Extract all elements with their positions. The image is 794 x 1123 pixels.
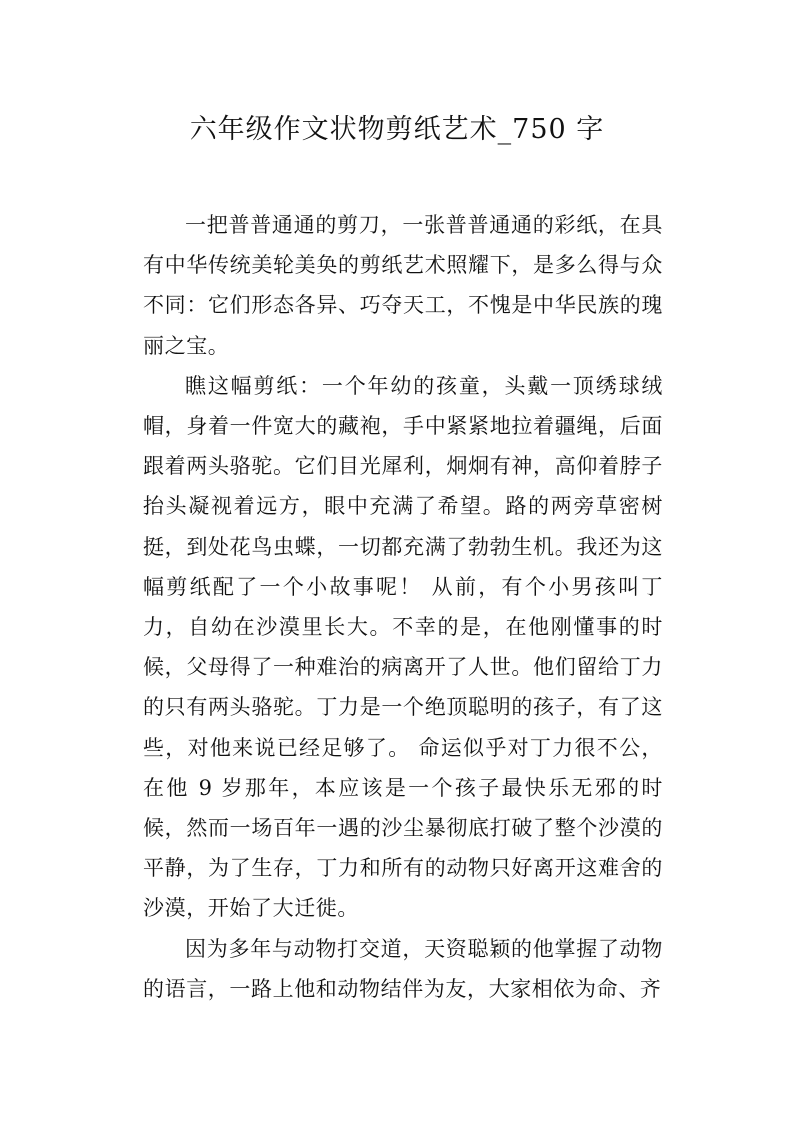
paragraph-intro: 一把普普通通的剪刀，一张普普通通的彩纸，在具有中华传统美轮美奂的剪纸艺术照耀下，是多么得与众不同：它们形态各异、巧夺天工，不愧是中华民族的瑰丽之宝。 [143,213,663,358]
paragraph-migration: 因为多年与动物打交道，天资聪颖的他掌握了动物的语言，一路上他和动物结伴为友，大家相依为命、齐 [143,936,663,1001]
paragraph-papercut-story: 瞧这幅剪纸：一个年幼的孩童，头戴一顶绣球绒帽，身着一件宽大的藏袍，手中紧紧地拉着疆绳，后面跟着两头骆驼。它们目光犀利，炯炯有神，高仰着脖子抬头凝视着远方，眼中充满了希望。路的两旁草密树挺，到处花鸟虫蝶，一切都充满了勃勃生机。我还为这幅剪纸配了一个小故事呢！ 从前，有个小男孩叫丁力，自幼在沙漠里长大。不幸的是，在他刚懂事的时候，父母得了一种难治的病离开了人世。他们留给丁力的只有两头骆驼。丁力是一个绝顶聪明的孩子，有了这些，对他来说已经足够了。 命运似乎对丁力很不公，在他 9 岁那年，本应该是一个孩子最快乐无邪的时候，然而一场百年一遇的沙尘暴彻底打破了整个沙漠的平静，为了生存，丁力和所有的动物只好离开这难舍的沙漠，开始了大迁徙。 [143,373,663,921]
document-title: 六年级作文状物剪纸艺术_750 字 [189,114,605,145]
document-body [143,205,663,1009]
